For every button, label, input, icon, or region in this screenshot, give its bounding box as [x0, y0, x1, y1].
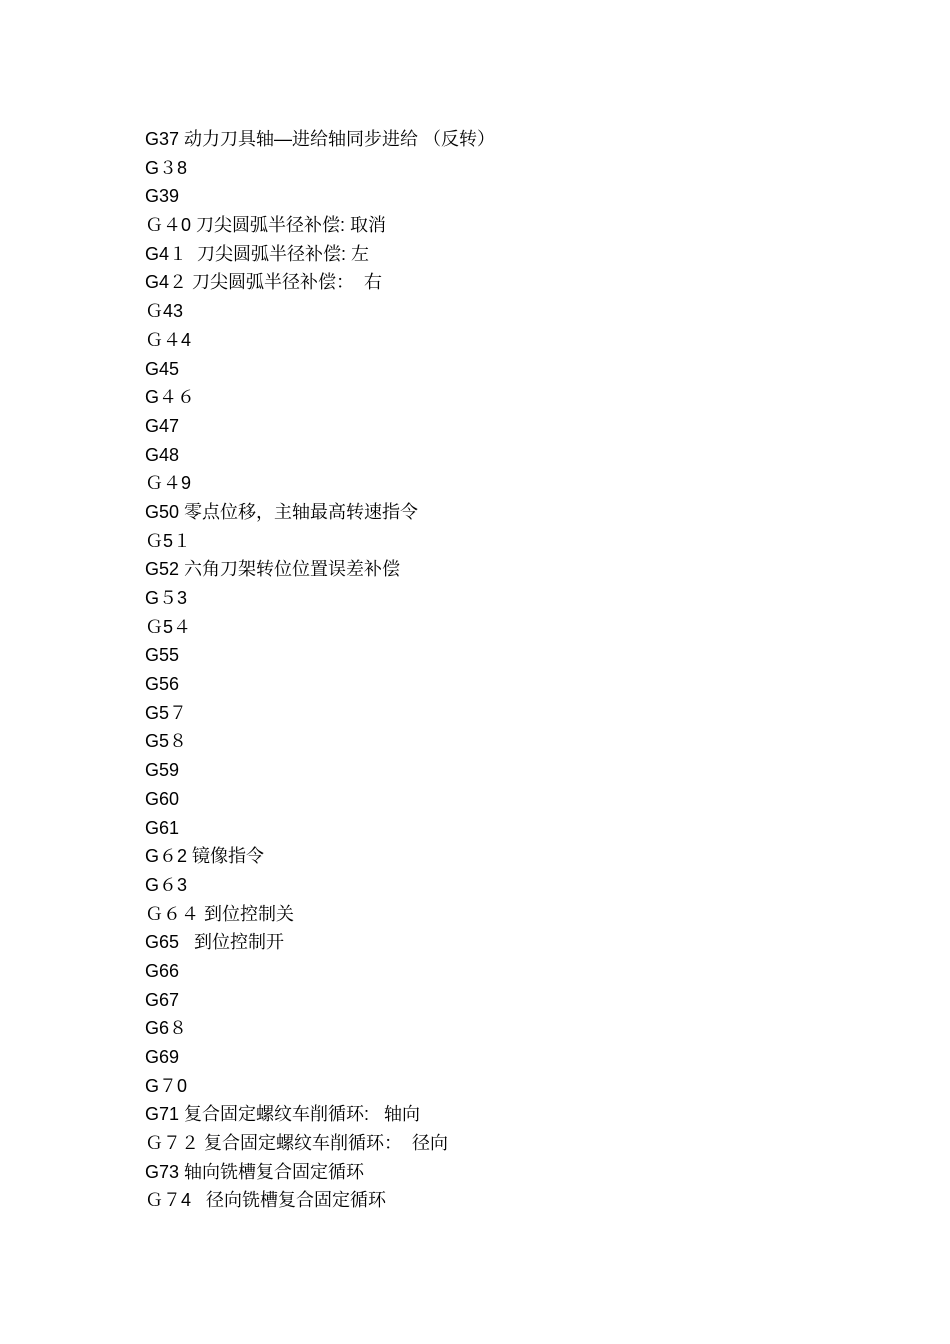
gcode-line: G71 复合固定螺纹车削循环: 轴向 [145, 1104, 421, 1125]
gcode-line: G69 [145, 1047, 180, 1067]
gcode-line: G5７ [145, 702, 188, 723]
gcode-line: G55 [145, 645, 180, 666]
gcode-line: Ｇ４4 [145, 329, 192, 350]
gcode-line: G39 [145, 186, 180, 207]
gcode-line: G７0 [145, 1075, 188, 1096]
gcode-line: G47 [145, 415, 180, 436]
gcode-line: G4２ 刀尖圆弧半径补偿： 右 [145, 272, 383, 293]
gcode-line: Ｇ5４ [145, 616, 192, 637]
gcode-line: G50 零点位移，主轴最高转速指令 [145, 501, 419, 522]
gcode-line: G4１ 刀尖圆弧半径补偿: 左 [145, 243, 370, 264]
gcode-line: G67 [145, 989, 180, 1010]
gcode-list [145, 125, 495, 1215]
gcode-line: G59 [145, 760, 180, 781]
gcode-line: G６3 [145, 874, 188, 895]
gcode-line: G48 [145, 444, 180, 465]
gcode-line: Ｇ43 [145, 301, 184, 322]
gcode-line: Ｇ６４ 到位控制关 [145, 903, 295, 924]
gcode-line: G6８ [145, 1018, 188, 1039]
gcode-line: G５3 [145, 588, 188, 608]
gcode-line: G４６ [145, 387, 196, 408]
gcode-line: G37 动力刀具轴—进给轴同步进给 （反转） [145, 129, 496, 149]
gcode-line: G5８ [145, 731, 188, 752]
gcode-line: G52 六角刀架转位位置误差补偿 [145, 559, 401, 580]
gcode-line: G45 [145, 358, 180, 379]
gcode-line: G６2 镜像指令 [145, 846, 265, 867]
gcode-line: G３8 [145, 157, 188, 178]
gcode-line: G73 轴向铣槽复合固定循环 [145, 1161, 365, 1182]
gcode-line: G66 [145, 960, 180, 981]
gcode-line: G56 [145, 674, 180, 695]
gcode-line: Ｇ７4 径向铣槽复合固定循环 [145, 1190, 387, 1211]
gcode-line: G61 [145, 817, 180, 838]
gcode-line: Ｇ４9 [145, 473, 192, 494]
gcode-line: Ｇ７２ 复合固定螺纹车削循环： 径向 [145, 1133, 449, 1154]
gcode-line: Ｇ４0 刀尖圆弧半径补偿: 取消 [145, 215, 387, 236]
gcode-line: G60 [145, 788, 180, 809]
gcode-line: Ｇ5１ [145, 530, 192, 551]
gcode-line: G65 到位控制开 [145, 932, 285, 953]
